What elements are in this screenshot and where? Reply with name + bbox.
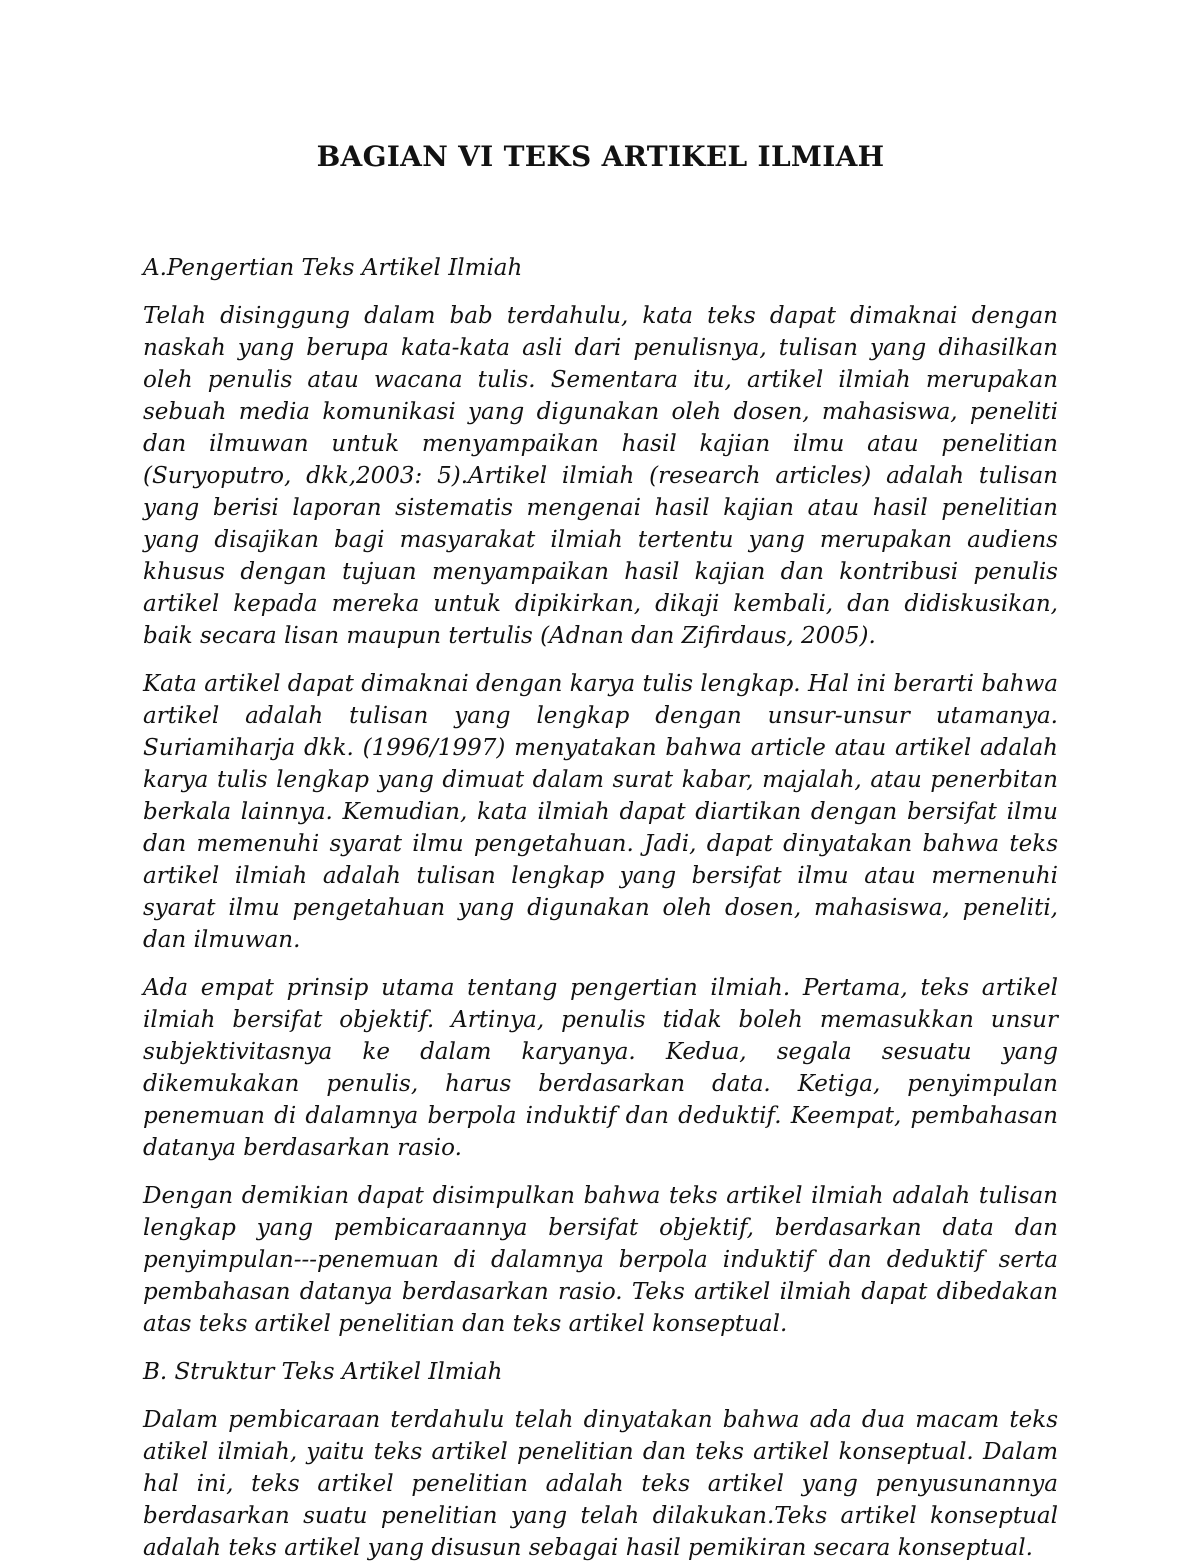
section-b-heading: B. Struktur Teks Artikel Ilmiah <box>143 1359 503 1385</box>
paragraph-empat-prinsip: Ada empat prinsip utama tentang pengertian ilmiah. Pertama, teks artikel ilmiah bersifat objektif. Artinya, penulis tidak boleh memasukkan unsur subjektivitasnya ke dalam karyanya. Kedua, segala sesuatu yang dikemukakan penulis, harus berdasarkan data. Ketiga, penyimpulan penemuan di dalamnya berpola induktif dan deduktif. Keempat, pembahasan datanya berdasarkan rasio. <box>143 975 1058 1161</box>
section-a-heading: A.Pengertian Teks Artikel Ilmiah <box>143 255 523 281</box>
paragraph-kesimpulan: Dengan demikian dapat disimpulkan bahwa teks artikel ilmiah adalah tulisan lengkap yang pembicaraannya bersifat objektif, berdasarkan data dan penyimpulan---penemuan di dalamnya berpola induktif dan deduktif serta pembahasan datanya berdasarkan rasio. Teks artikel ilmiah dapat dibedakan atas teks artikel penelitian dan teks artikel konseptual. <box>143 1183 1058 1337</box>
paragraph-definition-teks: Telah disinggung dalam bab terdahulu, kata teks dapat dimaknai dengan naskah yang berupa kata-kata asli dari penulisnya, tulisan yang dihasilkan oleh penulis atau wacana tulis. Sementara itu, artikel ilmiah merupakan sebuah media komunikasi yang digunakan oleh dosen, mahasiswa, peneliti dan ilmuwan untuk menyampaikan hasil kajian ilmu atau penelitian (Suryoputro, dkk,2003: 5).Artikel ilmiah (research articles) adalah tulisan yang berisi laporan sistematis mengenai hasil kajian atau hasil penelitian yang disajikan bagi masyarakat ilmiah tertentu yang merupakan audiens khusus dengan tujuan menyampaikan hasil kajian dan kontribusi penulis artikel kepada mereka untuk dipikirkan, dikaji kembali, dan didiskusikan, baik secara lisan maupun tertulis (Adnan dan Zifirdaus, 2005). <box>143 303 1058 649</box>
paragraph-struktur: Dalam pembicaraan terdahulu telah dinyatakan bahwa ada dua macam teks atikel ilmiah, yaitu teks artikel penelitian dan teks artikel konseptual. Dalam hal ini, teks artikel penelitian adalah teks artikel yang penyusunannya berdasarkan suatu penelitian yang telah dilakukan.Teks artikel konseptual adalah teks artikel yang disusun sebagai hasil pemikiran secara konseptual. <box>143 1407 1058 1561</box>
document-title: BAGIAN VI TEKS ARTIKEL ILMIAH <box>316 140 885 173</box>
paragraph-kata-artikel: Kata artikel dapat dimaknai dengan karya tulis lengkap. Hal ini berarti bahwa artikel adalah tulisan yang lengkap dengan unsur-unsur utamanya. Suriamiharja dkk. (1996/1997) menyatakan bahwa article atau artikel adalah karya tulis lengkap yang dimuat dalam surat kabar, majalah, atau penerbitan berkala lainnya. Kemudian, kata ilmiah dapat diartikan dengan bersifat ilmu dan memenuhi syarat ilmu pengetahuan. Jadi, dapat dinyatakan bahwa teks artikel ilmiah adalah tulisan lengkap yang bersifat ilmu atau mernenuhi syarat ilmu pengetahuan yang digunakan oleh dosen, mahasiswa, peneliti, dan ilmuwan. <box>143 671 1058 953</box>
